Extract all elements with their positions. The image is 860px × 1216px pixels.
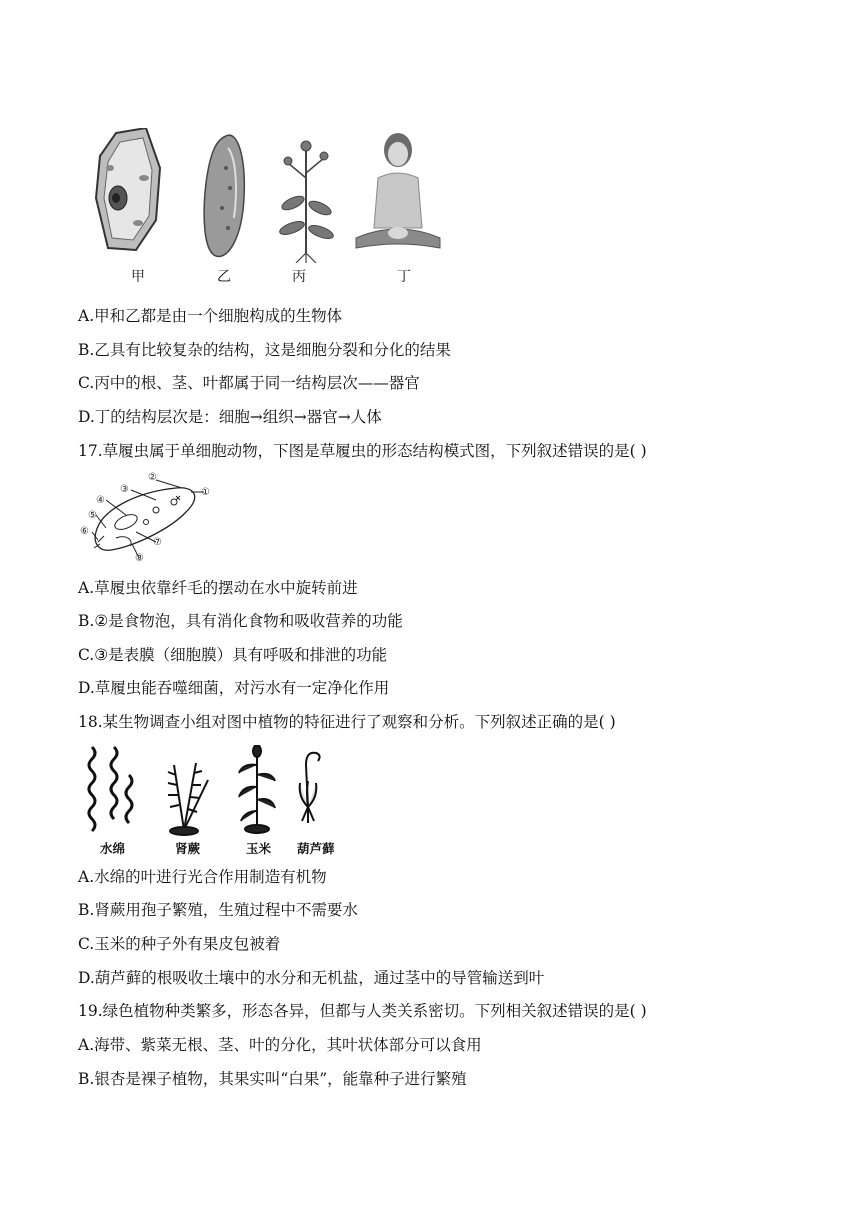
- q18-option-d: D.葫芦藓的根吸收土壤中的水分和无机盐，通过茎中的导管输送到叶: [78, 969, 545, 987]
- q16-option-d: D.丁的结构层次是：细胞→组织→器官→人体: [78, 408, 382, 426]
- paramecium-label-4: ④: [96, 495, 105, 506]
- paramecium-label-6: ⑥: [80, 526, 89, 537]
- plant-label-moss: 葫芦藓: [297, 841, 335, 856]
- plant-label-corn: 玉米: [246, 841, 272, 856]
- paramecium-label-2: ②: [148, 472, 157, 483]
- q18-option-a: A.水绵的叶进行光合作用制造有机物: [78, 868, 327, 886]
- paramecium-label-7: ⑦: [153, 537, 162, 548]
- q19-option-b: B.银杏是裸子植物，其果实叫“白果”，能靠种子进行繁殖: [78, 1070, 467, 1088]
- figure-16: [88, 128, 468, 263]
- paramecium-label-5: ⑤: [88, 510, 97, 521]
- flowering-plant-image: [278, 141, 335, 263]
- q18-option-b: B.肾蕨用孢子繁殖，生殖过程中不需要水: [78, 901, 358, 919]
- paramecium-label-3: ③: [120, 484, 129, 495]
- unicellular-organism-image: [204, 135, 244, 256]
- q18-option-c: C.玉米的种子外有果皮包被着: [78, 935, 281, 953]
- q16-option-b: B.乙具有比较复杂的结构，这是细胞分裂和分化的结果: [78, 341, 451, 359]
- plants-figure: [84, 745, 354, 840]
- q16-option-a: A.甲和乙都是由一个细胞构成的生物体: [78, 307, 343, 325]
- q19-stem: 19.绿色植物种类繁多，形态各异，但都与人类关系密切。下列相关叙述错误的是( ): [78, 1002, 647, 1020]
- figure-16-caption-jia: 甲: [131, 269, 145, 285]
- q17-option-d: D.草履虫能吞噬细菌，对污水有一定净化作用: [78, 679, 390, 697]
- plant-label-spirogyra: 水绵: [100, 841, 126, 856]
- plant-cell-image: [96, 128, 160, 250]
- seated-girl-image: [356, 133, 440, 248]
- q17-option-a: A.草履虫依靠纤毛的摆动在水中旋转前进: [78, 579, 358, 597]
- figure-16-caption-yi: 乙: [217, 269, 231, 285]
- paramecium-label-1: ①: [201, 487, 210, 498]
- q17-option-c: C.③是表膜（细胞膜）具有呼吸和排泄的功能: [78, 646, 388, 664]
- figure-16-caption-ding: 丁: [397, 269, 411, 285]
- moss-image: [300, 753, 320, 823]
- q17-option-b: B.②是食物泡，具有消化食物和吸收营养的功能: [78, 612, 403, 630]
- fern-image: [168, 763, 208, 835]
- figure-16-caption-bing: 丙: [292, 269, 306, 285]
- q19-option-a: A.海带、紫菜无根、茎、叶的分化，其叶状体部分可以食用: [78, 1036, 482, 1054]
- paramecium-diagram: [76, 470, 226, 570]
- q16-option-c: C.丙中的根、茎、叶都属于同一结构层次——器官: [78, 374, 420, 392]
- q17-stem: 17.草履虫属于单细胞动物，下图是草履虫的形态结构模式图，下列叙述错误的是( ): [78, 442, 647, 460]
- corn-image: [239, 745, 275, 833]
- plant-label-fern: 肾蕨: [175, 841, 201, 856]
- paramecium-label-8: ⑧: [135, 553, 144, 564]
- spirogyra-image: [89, 747, 132, 831]
- q18-stem: 18.某生物调查小组对图中植物的特征进行了观察和分析。下列叙述正确的是( ): [78, 713, 616, 731]
